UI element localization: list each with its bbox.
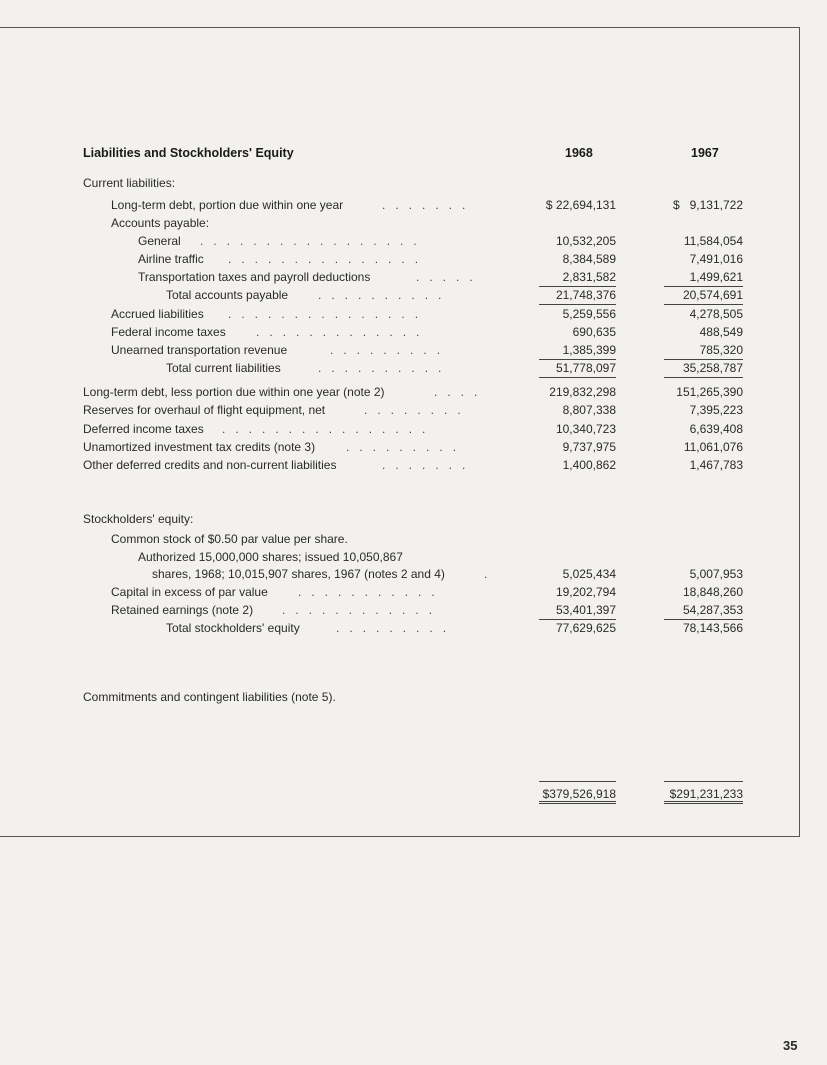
table-row: [0, 619, 800, 637]
value-1968: 10,340,723: [555, 422, 616, 436]
leader-dots: .: [484, 567, 488, 581]
row-label: Capital in excess of par value: [111, 585, 268, 599]
section-title: Liabilities and Stockholders' Equity: [83, 146, 294, 160]
common-stock-line-1: Common stock of $0.50 par value per share.: [111, 532, 348, 546]
leader-dots: . . . . . . . . . .: [318, 288, 442, 302]
value-1968: 5,025,434: [562, 567, 616, 581]
value-1967: 7,491,016: [689, 252, 743, 266]
page-frame-bottom: [0, 836, 800, 837]
row-label: Accounts payable:: [111, 216, 210, 230]
leader-dots: . . . . . . .: [382, 198, 466, 212]
leader-dots: . . . . . . . . .: [330, 343, 441, 357]
value-1967: 1,467,783: [689, 458, 743, 472]
value-1968: 51,778,097: [555, 361, 616, 375]
leader-dots: . . . . . . . . . . . .: [282, 603, 433, 617]
table-row: [0, 401, 800, 419]
value-1967: 20,574,691: [682, 288, 743, 302]
row-label: Federal income taxes: [111, 325, 226, 339]
value-1968: 219,832,298: [549, 385, 616, 399]
value-1968: 9,737,975: [562, 440, 616, 454]
table-row: [0, 341, 800, 359]
row-label: Total accounts payable: [166, 288, 289, 302]
table-row: [0, 420, 800, 438]
value-1967: $ 9,131,722: [672, 198, 743, 212]
row-label: Accrued liabilities: [111, 307, 204, 321]
leader-dots: . . . . . . . . .: [346, 440, 457, 454]
page-number: 35: [783, 1038, 798, 1053]
leader-dots: . . . . . . . . . . . . . . . . .: [200, 234, 417, 248]
table-row: [0, 268, 800, 286]
common-stock-line-3: shares, 1968; 10,015,907 shares, 1967 (notes 2 and 4): [152, 567, 445, 581]
row-label: Total current liabilities: [166, 361, 281, 375]
column-header-1968: 1968: [565, 146, 593, 160]
leader-dots: . . . . . . . . . . .: [298, 585, 435, 599]
leader-dots: . . . . . . .: [382, 458, 466, 472]
leader-dots: . . . . . . . . . .: [318, 361, 442, 375]
subtotal-rule-1968: [539, 377, 616, 378]
row-label: Unearned transportation revenue: [111, 343, 288, 357]
row-label: Long-term debt, portion due within one year: [111, 198, 344, 212]
double-rule-1967-b: [664, 803, 743, 804]
leader-dots: . . . . . . . . . . . . .: [256, 325, 420, 339]
equity-heading: Stockholders' equity:: [83, 512, 194, 526]
value-1967: 151,265,390: [676, 385, 743, 399]
common-stock-line-2: Authorized 15,000,000 shares; issued 10,050,867: [138, 550, 403, 564]
row-label: Deferred income taxes: [83, 422, 204, 436]
value-1967: 11,061,076: [683, 440, 743, 454]
table-row: [0, 286, 800, 304]
table-row: [0, 583, 800, 601]
value-1968: 5,259,556: [562, 307, 616, 321]
value-1968: $ 22,694,131: [545, 198, 616, 212]
current-liabilities-heading: Current liabilities:: [83, 176, 176, 190]
value-1968: 1,385,399: [562, 343, 616, 357]
leader-dots: . . . . . . . . .: [336, 621, 447, 635]
table-row: [0, 383, 800, 401]
grand-total-1967: $291,231,233: [669, 787, 743, 801]
table-row: [0, 305, 800, 323]
value-1968: 1,400,862: [562, 458, 616, 472]
value-1967: 78,143,566: [682, 621, 743, 635]
table-row: [0, 323, 800, 341]
page-frame-top: [0, 27, 800, 28]
value-1968: 2,831,582: [562, 270, 616, 284]
value-1967: 785,320: [699, 343, 743, 357]
value-1967: 5,007,953: [689, 567, 743, 581]
row-label: Total stockholders' equity: [166, 621, 300, 635]
table-row: [0, 196, 800, 214]
grand-total-1968: $379,526,918: [542, 787, 616, 801]
double-rule-1968-a: [539, 801, 616, 802]
row-label: General: [138, 234, 181, 248]
value-1968: 10,532,205: [555, 234, 616, 248]
value-1968: 8,807,338: [562, 403, 616, 417]
row-label: Other deferred credits and non-current liabilities: [83, 458, 337, 472]
leader-dots: . . . . .: [416, 270, 473, 284]
double-rule-1968-b: [539, 803, 616, 804]
leader-dots: . . . . . . . .: [364, 403, 461, 417]
leader-dots: . . . . . . . . . . . . . . .: [228, 252, 419, 266]
value-1968: 77,629,625: [555, 621, 616, 635]
row-label: Retained earnings (note 2): [111, 603, 254, 617]
value-1967: 6,639,408: [689, 422, 743, 436]
commitments-note: Commitments and contingent liabilities (note 5).: [83, 690, 336, 704]
value-1967: 35,258,787: [682, 361, 743, 375]
leader-dots: . . . . . . . . . . . . . . . .: [222, 422, 426, 436]
row-label: Airline traffic: [138, 252, 204, 266]
value-1968: 53,401,397: [555, 603, 616, 617]
value-1967: 4,278,505: [689, 307, 743, 321]
value-1967: 18,848,260: [682, 585, 743, 599]
value-1967: 54,287,353: [682, 603, 743, 617]
total-rule-1968: [539, 781, 616, 782]
column-header-1967: 1967: [691, 146, 719, 160]
subtotal-rule-1967: [664, 377, 743, 378]
row-label: Unamortized investment tax credits (note 3): [83, 440, 316, 454]
value-1968: 21,748,376: [555, 288, 616, 302]
table-row: [0, 456, 800, 474]
total-rule-1967: [664, 781, 743, 782]
table-row: [0, 359, 800, 377]
table-row: [0, 565, 800, 583]
leader-dots: . . . .: [434, 385, 478, 399]
table-row: [0, 232, 800, 250]
double-rule-1967-a: [664, 801, 743, 802]
row-label: Reserves for overhaul of flight equipment, net: [83, 403, 326, 417]
table-row: [0, 250, 800, 268]
value-1967: 1,499,621: [689, 270, 743, 284]
table-row: [0, 214, 800, 232]
value-1967: 11,584,054: [683, 234, 743, 248]
value-1968: 8,384,589: [562, 252, 616, 266]
value-1968: 690,635: [572, 325, 616, 339]
value-1968: 19,202,794: [555, 585, 616, 599]
leader-dots: . . . . . . . . . . . . . . .: [228, 307, 419, 321]
value-1967: 7,395,223: [689, 403, 743, 417]
row-label: Transportation taxes and payroll deductions: [138, 270, 371, 284]
row-label: Long-term debt, less portion due within one year (note 2): [83, 385, 385, 399]
table-row: [0, 601, 800, 619]
table-row: [0, 438, 800, 456]
value-1967: 488,549: [699, 325, 743, 339]
